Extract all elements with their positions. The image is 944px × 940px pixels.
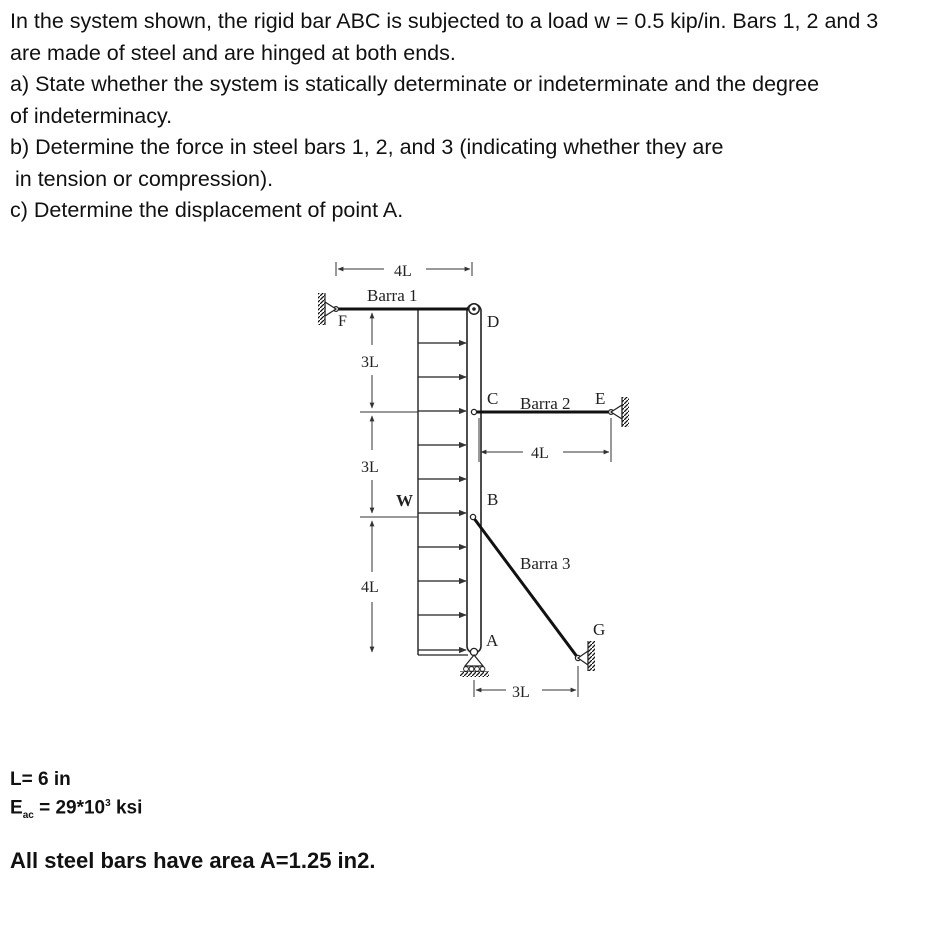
label-a: A bbox=[486, 631, 499, 650]
length-value: L= 6 in bbox=[10, 769, 71, 790]
pin-c bbox=[471, 409, 476, 414]
label-c: C bbox=[487, 389, 499, 408]
support-f bbox=[318, 293, 336, 325]
modulus-unit: ksi bbox=[110, 797, 143, 819]
problem-line: c) Determine the displacement of point A. bbox=[10, 198, 404, 222]
load-w-label: W bbox=[396, 491, 413, 510]
problem-line: b) Determine the force in steel bars 1, 2, and 3 (indicating whether they are bbox=[10, 135, 724, 159]
label-g: G bbox=[593, 620, 606, 639]
distributed-load-w bbox=[418, 310, 468, 655]
support-e bbox=[611, 397, 629, 427]
problem-line: a) State whether the system is statically determinate or indeterminate and the degree bbox=[10, 72, 820, 96]
modulus-symbol: E bbox=[10, 797, 23, 819]
dimension-top-label: 4L bbox=[394, 263, 412, 280]
modulus-value bbox=[10, 792, 142, 828]
label-b: B bbox=[487, 490, 499, 509]
label-f: F bbox=[338, 313, 347, 330]
support-a bbox=[460, 648, 489, 677]
given-values bbox=[10, 768, 142, 828]
label-bar-3: Barra 3 bbox=[520, 554, 571, 573]
modulus-subscript: ac bbox=[22, 810, 34, 822]
problem-line: are made of steel and are hinged at both ends. bbox=[10, 40, 456, 65]
label-d: D bbox=[487, 312, 500, 331]
support-g bbox=[578, 641, 595, 671]
label-bar-1: Barra 1 bbox=[367, 286, 418, 305]
dimension-seg1-label: 3L bbox=[361, 354, 379, 371]
pin-b bbox=[470, 514, 475, 519]
problem-line: of indeterminacy. bbox=[10, 103, 173, 128]
label-e: E bbox=[595, 389, 606, 408]
rigid-bar-abc bbox=[467, 304, 481, 653]
dimension-seg2-label: 3L bbox=[361, 459, 379, 476]
dimension-seg3-label: 4L bbox=[361, 579, 379, 596]
problem-line: In the system shown, the rigid bar ABC is subjected to a load w = 0.5 kip/in. Bars 1, 2 and 3 bbox=[10, 9, 879, 33]
modulus-exponent: 3 bbox=[105, 798, 111, 809]
modulus-number: = 29*10 bbox=[33, 797, 106, 819]
area-note: All steel bars have area A=1.25 in2. bbox=[10, 848, 376, 873]
dimension-bottom-label: 3L bbox=[512, 684, 530, 701]
label-bar-2: Barra 2 bbox=[520, 394, 571, 413]
dimension-bar2-label: 4L bbox=[531, 445, 549, 462]
pin-d bbox=[469, 304, 479, 314]
problem-line: in tension or compression). bbox=[15, 166, 274, 191]
